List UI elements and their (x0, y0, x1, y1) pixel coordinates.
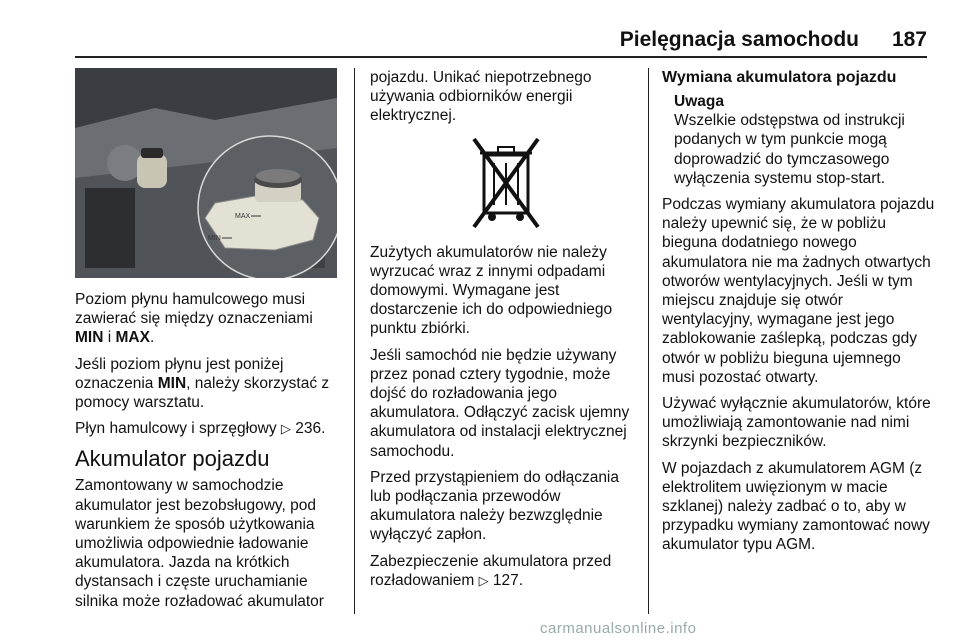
paragraph: Przed przystąpieniem do odłączania lub podłączania przewodów akumulatora należy bezwzględnie wyłączyć zapłon. (370, 468, 619, 544)
column-right (662, 68, 937, 562)
note-text: Wszelkie odstępstwa od instrukcji podanych w tym punkcie mogą doprowadzić do tymczasowego wyłączenia systemu stop-start. (674, 112, 905, 187)
crossed-out-bin-icon (470, 133, 542, 233)
column-divider (648, 68, 649, 614)
watermark: carmanualsonline.info (540, 620, 697, 637)
column-divider (354, 68, 355, 614)
paragraph: Zabezpieczenie akumulatora przed rozładowaniem ▷ 127. (370, 552, 612, 589)
paragraph: Poziom płynu hamulcowego musi zawierać się między oznaczeniami MIN i MAX. (75, 291, 313, 347)
paragraph: Płyn hamulcowy i sprzęgłowy ▷ 236. (75, 420, 326, 438)
paragraph: Zużytych akumulatorów nie należy wyrzucać wraz z innymi odpadami domowymi. Wymagane jest dostarczenie ich do odpowiedniego punktu zbiórki. (370, 243, 613, 338)
reference-arrow-icon: ▷ (478, 572, 489, 588)
page-reference-link[interactable]: 236. (295, 420, 326, 438)
paragraph: Używać wyłącznie akumulatorów, które umożliwiają zamontowanie nad nimi skrzynki bezpieczników. (662, 395, 931, 451)
paragraph: Zamontowany w samochodzie akumulator jest bezobsługowy, pod warunkiem że sposób użytkowania umożliwia odpowiednie ładowanie akumulatora. Jazda na krótkich dystansach i częste uruchamianie silnika może rozładować akumulator (75, 477, 324, 610)
section-heading: Wymiana akumulatora pojazdu (662, 69, 897, 86)
paragraph: Jeśli samochód nie będzie używany przez ponad cztery tygodnie, może dojść do rozładowania jego akumulatora. Odłączyć zacisk ujemny akumulatora od instalacji elektrycznej samochodu. (370, 346, 630, 460)
min-mark-label: MIN (208, 235, 221, 242)
paragraph: Podczas wymiany akumulatora pojazdu należy upewnić się, że w pobliżu bieguna dodatniego nowego akumulatora nie ma żadnych otwartych otworów wentylacyjnych. Jeśli w tym miejscu znajduje się otwór wentylacyjny, wymagane jest jego zablokowanie zaślepką, podczas gdy otwór w pobliżu bieguna ujemnego musi pozostać otwarty. (662, 196, 935, 386)
reference-arrow-icon: ▷ (280, 421, 291, 437)
page-title: Pielęgnacja samochodu (619, 28, 859, 51)
paragraph: pojazdu. Unikać niepotrzebnego używania odbiorników energii elektrycznej. (370, 69, 592, 125)
column-left (75, 68, 345, 618)
page-header (75, 22, 927, 58)
page-reference-link[interactable]: 127. (492, 571, 524, 589)
note-box (662, 92, 937, 188)
section-heading: Akumulator pojazdu (75, 446, 270, 472)
paragraph: Jeśli poziom płynu jest poniżej oznaczenia MIN, należy skorzystać z pomocy warsztatu. (75, 355, 330, 412)
note-title: Uwaga (674, 93, 724, 110)
page-number: 187 (891, 28, 927, 51)
max-mark-label: MAX (235, 213, 251, 220)
column-middle (370, 68, 642, 597)
brake-fluid-reservoir-photo (75, 68, 337, 278)
paragraph: W pojazdach z akumulatorem AGM (z elektrolitem uwięzionym w macie szklanej) należy zadbać o to, aby w przypadku wymiany zamontować nowy akumulator typu AGM. (662, 459, 930, 554)
